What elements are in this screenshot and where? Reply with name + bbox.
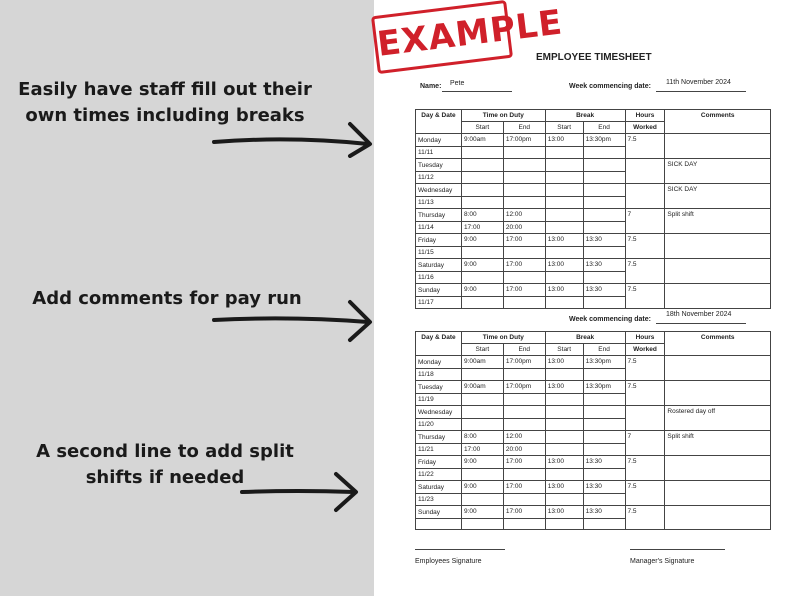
time-cell: 17:00: [503, 506, 545, 519]
date-cell: 11/15: [416, 247, 462, 259]
hours-cell: 7: [625, 431, 665, 456]
time-cell: [545, 519, 583, 530]
date-cell: 11/12: [416, 172, 462, 184]
example-stamp: EXAMPLE: [371, 0, 513, 74]
callout-line: Add comments for pay run: [32, 288, 302, 309]
time-cell: 13:30: [583, 506, 625, 519]
hours-cell: 7.5: [625, 284, 665, 309]
day-cell: Wednesday: [416, 184, 462, 197]
time-cell: 17:00: [461, 444, 503, 456]
day-cell: Wednesday: [416, 406, 462, 419]
time-cell: 17:00: [503, 259, 545, 272]
header-break-end: End: [583, 344, 625, 356]
comment-cell: SICK DAY: [665, 159, 771, 184]
table-row: [416, 184, 771, 197]
header-worked: Worked: [625, 122, 665, 134]
time-cell: [545, 494, 583, 506]
comment-cell: [665, 506, 771, 530]
day-cell: Saturday: [416, 259, 462, 272]
time-cell: [461, 247, 503, 259]
table-header-row: [416, 110, 771, 122]
time-cell: [461, 184, 503, 197]
table-row: [416, 259, 771, 272]
time-cell: 13:30: [583, 456, 625, 469]
header-break: Break: [545, 110, 625, 122]
time-cell: [583, 147, 625, 159]
header-day-date: Day & Date: [416, 332, 462, 356]
time-cell: [503, 272, 545, 284]
time-cell: 17:00: [503, 234, 545, 247]
day-cell: Friday: [416, 456, 462, 469]
name-label: Name:: [420, 83, 442, 90]
day-cell: Saturday: [416, 481, 462, 494]
name-value: Pete: [450, 80, 465, 87]
week-label: Week commencing date:: [569, 83, 651, 90]
time-cell: 13:00: [545, 506, 583, 519]
time-cell: 9:00: [461, 506, 503, 519]
comment-cell: [665, 481, 771, 506]
time-cell: [545, 272, 583, 284]
time-cell: [461, 172, 503, 184]
hours-cell: 7.5: [625, 481, 665, 506]
time-cell: [503, 247, 545, 259]
timesheet-table-week1: [415, 109, 771, 309]
time-cell: [545, 172, 583, 184]
time-cell: [583, 394, 625, 406]
date-cell: 11/23: [416, 494, 462, 506]
time-cell: [583, 209, 625, 222]
time-cell: 13:00: [545, 284, 583, 297]
hours-cell: [625, 159, 665, 184]
table-row: [416, 284, 771, 297]
time-cell: [545, 209, 583, 222]
table-header-row: [416, 332, 771, 344]
time-cell: [461, 519, 503, 530]
time-cell: 13:00: [545, 381, 583, 394]
time-cell: 9:00: [461, 234, 503, 247]
time-cell: [583, 197, 625, 209]
time-cell: [461, 159, 503, 172]
time-cell: 20:00: [503, 444, 545, 456]
time-cell: 17:00pm: [503, 356, 545, 369]
time-cell: [503, 494, 545, 506]
time-cell: [545, 469, 583, 481]
time-cell: [545, 431, 583, 444]
time-cell: 9:00am: [461, 356, 503, 369]
table-row: [416, 134, 771, 147]
time-cell: [503, 197, 545, 209]
week-label: Week commencing date:: [569, 316, 651, 323]
time-cell: [583, 431, 625, 444]
comment-cell: [665, 356, 771, 381]
header-day-date: Day & Date: [416, 110, 462, 134]
page-title: EMPLOYEE TIMESHEET: [536, 52, 652, 63]
time-cell: [461, 394, 503, 406]
hours-cell: 7.5: [625, 234, 665, 259]
header-duty-end: End: [503, 344, 545, 356]
time-cell: [583, 222, 625, 234]
header-duty-start: Start: [461, 344, 503, 356]
time-cell: [545, 184, 583, 197]
time-cell: 17:00: [503, 284, 545, 297]
time-cell: [503, 147, 545, 159]
time-cell: [545, 394, 583, 406]
callout-line: A second line to add split: [36, 441, 294, 462]
time-cell: [583, 444, 625, 456]
date-cell: 11/13: [416, 197, 462, 209]
arrow-icon: [238, 470, 362, 514]
comment-cell: [665, 284, 771, 309]
time-cell: [583, 469, 625, 481]
day-cell: Tuesday: [416, 381, 462, 394]
table-row: [416, 506, 771, 519]
time-cell: 13:00: [545, 234, 583, 247]
header-hours: Hours: [625, 332, 665, 344]
employee-signature-label: Employees Signature: [415, 558, 482, 565]
time-cell: 17:00: [461, 222, 503, 234]
time-cell: 13:30pm: [583, 356, 625, 369]
time-cell: 9:00: [461, 284, 503, 297]
time-cell: [461, 197, 503, 209]
time-cell: [583, 172, 625, 184]
table-row: [416, 406, 771, 419]
time-cell: 13:00: [545, 456, 583, 469]
date-cell: 11/21: [416, 444, 462, 456]
arrow-icon: [210, 298, 376, 346]
time-cell: 17:00pm: [503, 134, 545, 147]
time-cell: 13:00: [545, 259, 583, 272]
hours-cell: 7: [625, 209, 665, 234]
day-cell: Sunday: [416, 506, 462, 519]
time-cell: [545, 297, 583, 309]
date-cell: 11/17: [416, 297, 462, 309]
hours-cell: [625, 406, 665, 431]
time-cell: [545, 197, 583, 209]
time-cell: [461, 297, 503, 309]
hours-cell: 7.5: [625, 259, 665, 284]
table-row: [416, 381, 771, 394]
time-cell: 13:30pm: [583, 381, 625, 394]
week-underline: [656, 91, 746, 92]
time-cell: [461, 147, 503, 159]
date-cell: 11/18: [416, 369, 462, 381]
callout-line: Easily have staff fill out their: [18, 79, 312, 100]
header-time-on-duty: Time on Duty: [461, 332, 545, 344]
table-row: [416, 481, 771, 494]
day-cell: Thursday: [416, 431, 462, 444]
day-cell: Friday: [416, 234, 462, 247]
callout-line: own times including breaks: [25, 105, 305, 126]
employee-signature-line: [415, 549, 505, 550]
time-cell: [503, 172, 545, 184]
day-cell: Monday: [416, 356, 462, 369]
time-cell: [545, 444, 583, 456]
hours-cell: 7.5: [625, 381, 665, 406]
header-duty-end: End: [503, 122, 545, 134]
time-cell: 13:30: [583, 259, 625, 272]
comment-cell: [665, 134, 771, 159]
day-cell: Monday: [416, 134, 462, 147]
time-cell: 20:00: [503, 222, 545, 234]
time-cell: [583, 519, 625, 530]
time-cell: 8:00: [461, 209, 503, 222]
time-cell: [503, 394, 545, 406]
time-cell: [503, 369, 545, 381]
arrow-icon: [210, 118, 376, 158]
time-cell: [545, 147, 583, 159]
header-break-end: End: [583, 122, 625, 134]
time-cell: [503, 159, 545, 172]
table-row: [416, 209, 771, 222]
time-cell: [545, 419, 583, 431]
timesheet-table-week2: [415, 331, 771, 530]
header-worked: Worked: [625, 344, 665, 356]
comment-cell: SICK DAY: [665, 184, 771, 209]
time-cell: 13:00: [545, 481, 583, 494]
comment-cell: [665, 259, 771, 284]
time-cell: [545, 247, 583, 259]
time-cell: 17:00: [503, 456, 545, 469]
header-duty-start: Start: [461, 122, 503, 134]
date-cell: [416, 519, 462, 530]
manager-signature-label: Manager's Signature: [630, 558, 695, 565]
header-hours: Hours: [625, 110, 665, 122]
comment-cell: [665, 381, 771, 406]
day-cell: Thursday: [416, 209, 462, 222]
comment-cell: Split shift: [665, 209, 771, 234]
time-cell: 9:00: [461, 259, 503, 272]
hours-cell: 7.5: [625, 456, 665, 481]
header-comments: Comments: [665, 332, 771, 356]
time-cell: [583, 247, 625, 259]
time-cell: [461, 272, 503, 284]
time-cell: [545, 369, 583, 381]
time-cell: 17:00pm: [503, 381, 545, 394]
time-cell: [583, 406, 625, 419]
time-cell: [583, 494, 625, 506]
day-cell: Tuesday: [416, 159, 462, 172]
comment-cell: [665, 456, 771, 481]
time-cell: 12:00: [503, 209, 545, 222]
table-row: [416, 159, 771, 172]
hours-cell: 7.5: [625, 134, 665, 159]
header-time-on-duty: Time on Duty: [461, 110, 545, 122]
comment-cell: [665, 234, 771, 259]
time-cell: 12:00: [503, 431, 545, 444]
week-value: 18th November 2024: [666, 311, 732, 318]
time-cell: 13:30: [583, 284, 625, 297]
time-cell: [461, 369, 503, 381]
time-cell: 13:30pm: [583, 134, 625, 147]
time-cell: 13:00: [545, 356, 583, 369]
table-row: [416, 456, 771, 469]
time-cell: [545, 222, 583, 234]
date-cell: 11/19: [416, 394, 462, 406]
header-break-start: Start: [545, 122, 583, 134]
time-cell: [503, 469, 545, 481]
time-cell: 9:00: [461, 481, 503, 494]
date-cell: 11/11: [416, 147, 462, 159]
callout-line: shifts if needed: [85, 467, 245, 488]
time-cell: 9:00am: [461, 381, 503, 394]
name-underline: [442, 91, 512, 92]
date-cell: 11/16: [416, 272, 462, 284]
manager-signature-line: [630, 549, 725, 550]
time-cell: [461, 469, 503, 481]
comment-cell: Split shift: [665, 431, 771, 456]
time-cell: [583, 369, 625, 381]
time-cell: [545, 159, 583, 172]
date-cell: 11/22: [416, 469, 462, 481]
table-row: [416, 356, 771, 369]
time-cell: [503, 519, 545, 530]
time-cell: [583, 272, 625, 284]
time-cell: 13:00: [545, 134, 583, 147]
time-cell: [503, 184, 545, 197]
time-cell: [503, 419, 545, 431]
table-row: [416, 431, 771, 444]
time-cell: [461, 419, 503, 431]
time-cell: 8:00: [461, 431, 503, 444]
time-cell: 17:00: [503, 481, 545, 494]
time-cell: [583, 184, 625, 197]
time-cell: [583, 419, 625, 431]
header-break-start: Start: [545, 344, 583, 356]
table-row: [416, 234, 771, 247]
instructions-panel: [0, 0, 374, 596]
time-cell: [583, 159, 625, 172]
date-cell: 11/14: [416, 222, 462, 234]
time-cell: 9:00am: [461, 134, 503, 147]
header-comments: Comments: [665, 110, 771, 134]
time-cell: [461, 494, 503, 506]
week-value: 11th November 2024: [666, 79, 731, 86]
time-cell: 13:30: [583, 234, 625, 247]
time-cell: 9:00: [461, 456, 503, 469]
time-cell: 13:30: [583, 481, 625, 494]
time-cell: [461, 406, 503, 419]
day-cell: Sunday: [416, 284, 462, 297]
time-cell: [503, 406, 545, 419]
comment-cell: Rostered day off: [665, 406, 771, 431]
time-cell: [545, 406, 583, 419]
hours-cell: 7.5: [625, 506, 665, 530]
week-underline: [656, 323, 746, 324]
hours-cell: [625, 184, 665, 209]
hours-cell: 7.5: [625, 356, 665, 381]
time-cell: [503, 297, 545, 309]
time-cell: [583, 297, 625, 309]
header-break: Break: [545, 332, 625, 344]
date-cell: 11/20: [416, 419, 462, 431]
timesheet-document: [374, 0, 794, 596]
